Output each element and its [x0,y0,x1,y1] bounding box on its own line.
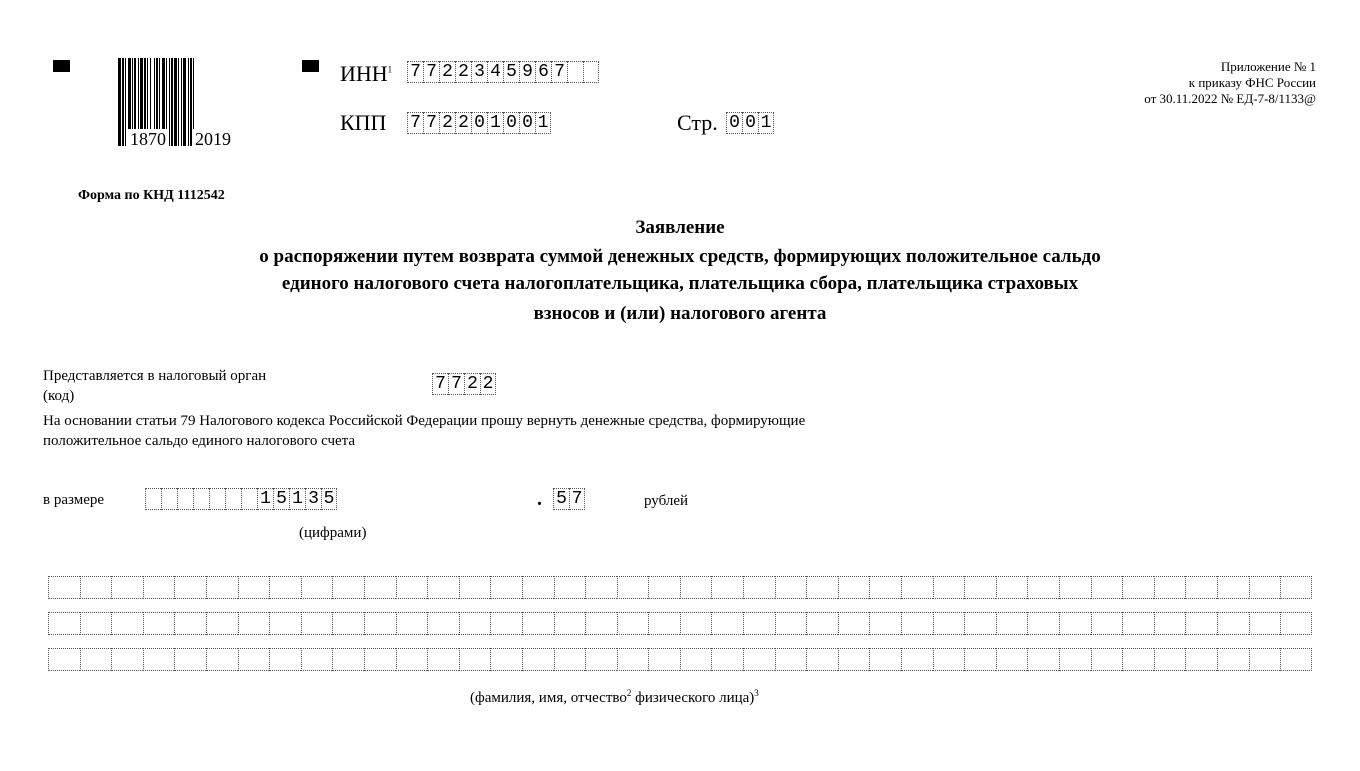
full-name-cell[interactable] [711,612,743,635]
full-name-cell[interactable] [806,612,838,635]
full-name-cell[interactable] [648,648,680,671]
inn-label [340,61,392,87]
page-digit-cell[interactable]: 0 [726,112,742,134]
barcode-bar [181,58,182,146]
full-name-cell[interactable] [427,612,459,635]
kpp-digit-cell[interactable]: 0 [519,112,535,134]
full-name-cell[interactable] [1091,612,1123,635]
full-name-cell[interactable] [364,648,396,671]
full-name-cell[interactable] [490,648,522,671]
inn-label-text: ИНН [340,61,388,86]
registration-marker-left [53,60,70,72]
amount-fraction-digit-cell[interactable]: 5 [553,488,569,510]
full-name-cell[interactable] [901,648,933,671]
full-name-cell[interactable] [1185,648,1217,671]
full-name-caption-rest: физического лица) [631,690,755,706]
full-name-cell[interactable] [522,576,554,599]
full-name-cell[interactable] [111,612,143,635]
appendix-line-2: к приказу ФНС России [1188,75,1316,90]
inn-field[interactable] [407,61,599,83]
amount-digit-cell[interactable] [241,488,257,510]
full-name-cell[interactable] [585,648,617,671]
full-name-cell[interactable] [1059,576,1091,599]
full-name-cell[interactable] [174,648,206,671]
barcode-bar [178,58,179,146]
full-name-cell[interactable] [1217,612,1249,635]
full-name-cell[interactable] [174,576,206,599]
full-name-cell[interactable] [996,576,1028,599]
full-name-cell[interactable] [1122,576,1154,599]
full-name-cell[interactable] [1122,648,1154,671]
amount-integer-field[interactable] [145,488,337,510]
amount-label: в размере [43,492,105,508]
full-name-cell[interactable] [775,648,807,671]
full-name-cell[interactable] [1249,576,1281,599]
full-name-cell[interactable] [1249,648,1281,671]
kpp-digit-cell[interactable]: 7 [407,112,423,134]
page-digit-cell[interactable]: 1 [758,112,774,134]
full-name-cell[interactable] [1027,576,1059,599]
full-name-cell[interactable] [1027,612,1059,635]
full-name-cell[interactable] [711,648,743,671]
full-name-cell[interactable] [964,612,996,635]
full-name-cell[interactable] [554,612,586,635]
inn-digit-cell[interactable]: 2 [455,61,471,83]
footnote-3: 3 [754,688,759,698]
full-name-cell[interactable] [933,612,965,635]
full-name-cell[interactable] [1154,648,1186,671]
full-name-cell[interactable] [143,648,175,671]
full-name-cell[interactable] [1217,648,1249,671]
full-name-cell[interactable] [554,576,586,599]
full-name-cell[interactable] [1249,612,1281,635]
tax-authority-code-field[interactable] [432,373,496,395]
tax-code-digit-cell[interactable]: 7 [448,373,464,395]
full-name-cell[interactable] [396,576,428,599]
inn-digit-cell[interactable]: 7 [407,61,423,83]
barcode-bar [169,58,170,146]
full-name-cell[interactable] [996,612,1028,635]
inn-digit-cell[interactable] [567,61,583,83]
document-subtitle-line-2: единого налогового счета налогоплательщика, плательщика сбора, плательщика страховых [281,273,1079,294]
barcode-bar [183,58,186,146]
full-name-cell[interactable] [1154,576,1186,599]
full-name-cell[interactable] [1185,612,1217,635]
full-name-cell[interactable] [111,648,143,671]
amount-digit-cell[interactable]: 5 [321,488,337,510]
full-name-cell[interactable] [111,576,143,599]
full-name-cell[interactable] [238,648,270,671]
barcode-bar [122,58,124,146]
full-name-cell[interactable] [206,648,238,671]
inn-digit-cell[interactable]: 4 [487,61,503,83]
full-name-cell[interactable] [174,612,206,635]
amount-digit-cell[interactable] [209,488,225,510]
kpp-label: КПП [340,110,387,135]
full-name-cell[interactable] [711,576,743,599]
full-name-cell[interactable] [680,648,712,671]
full-name-cell[interactable] [648,612,680,635]
full-name-cell[interactable] [238,612,270,635]
full-name-cell[interactable] [585,612,617,635]
full-name-row[interactable] [48,612,1312,635]
full-name-row[interactable] [48,576,1312,599]
page-label: Стр. [677,110,718,135]
full-name-cell[interactable] [996,648,1028,671]
tax-code-digit-cell[interactable]: 2 [464,373,480,395]
kpp-field[interactable] [407,112,551,134]
form-code: Форма по КНД 1112542 [78,188,225,203]
registration-marker-right [302,60,319,72]
barcode-bar [125,58,126,146]
document-title: Заявление [635,217,725,238]
tax-authority-code-caption: (код) [43,388,75,404]
full-name-cell[interactable] [743,576,775,599]
full-name-cell[interactable] [680,576,712,599]
inn-footnote: 1 [387,64,393,75]
full-name-cell[interactable] [806,648,838,671]
full-name-cell[interactable] [143,576,175,599]
full-name-cell[interactable] [1154,612,1186,635]
full-name-cell[interactable] [427,648,459,671]
basis-text-line-2: положительное сальдо единого налогового счета [43,433,356,449]
inn-digit-cell[interactable]: 6 [535,61,551,83]
full-name-cell[interactable] [490,576,522,599]
tax-code-digit-cell[interactable]: 2 [480,373,496,395]
full-name-cell[interactable] [206,612,238,635]
amount-digit-cell[interactable] [225,488,241,510]
full-name-cell[interactable] [522,612,554,635]
full-name-cell[interactable] [617,648,649,671]
full-name-cell[interactable] [48,612,80,635]
full-name-cell[interactable] [301,576,333,599]
full-name-cell[interactable] [1280,576,1312,599]
full-name-cell[interactable] [585,576,617,599]
barcode-number-left: 1870 [130,129,166,149]
full-name-cell[interactable] [80,612,112,635]
amount-digit-cell[interactable]: 1 [257,488,273,510]
kpp-digit-cell[interactable]: 1 [487,112,503,134]
barcode-bar [174,58,177,146]
full-name-cell[interactable] [806,576,838,599]
inn-digit-cell[interactable]: 2 [439,61,455,83]
kpp-digit-cell[interactable]: 0 [471,112,487,134]
full-name-cell[interactable] [680,612,712,635]
amount-digit-cell[interactable] [145,488,161,510]
full-name-cell[interactable] [901,612,933,635]
barcode-bar [188,58,189,146]
full-name-cell[interactable] [1059,612,1091,635]
page-number-field[interactable] [726,112,774,134]
full-name-cell[interactable] [933,576,965,599]
full-name-cell[interactable] [838,576,870,599]
full-name-cell[interactable] [269,612,301,635]
inn-digit-cell[interactable]: 9 [519,61,535,83]
inn-digit-cell[interactable] [583,61,599,83]
full-name-grid[interactable] [48,576,1312,684]
full-name-cell[interactable] [459,576,491,599]
full-name-cell[interactable] [80,648,112,671]
amount-fraction-digit-cell[interactable]: 7 [569,488,585,510]
full-name-caption-text: (фамилия, имя, отчество [470,690,627,706]
full-name-cell[interactable] [143,612,175,635]
barcode-bar [171,58,173,146]
full-name-cell[interactable] [1280,648,1312,671]
full-name-caption [470,690,759,707]
full-name-cell[interactable] [396,648,428,671]
basis-text-line-1: На основании статьи 79 Налогового кодекса Российской Федерации прошу вернуть денежные средства, формирующие [43,413,806,429]
full-name-cell[interactable] [648,576,680,599]
kpp-digit-cell[interactable]: 1 [535,112,551,134]
amount-digit-cell[interactable]: 5 [273,488,289,510]
full-name-cell[interactable] [269,576,301,599]
amount-decimal-separator: . [537,488,542,510]
barcode-bar [118,58,121,146]
kpp-digit-cell[interactable]: 7 [423,112,439,134]
full-name-cell[interactable] [269,648,301,671]
full-name-cell[interactable] [775,576,807,599]
full-name-cell[interactable] [301,612,333,635]
amount-digit-cell[interactable]: 1 [289,488,305,510]
full-name-cell[interactable] [1027,648,1059,671]
full-name-cell[interactable] [301,648,333,671]
tax-code-digit-cell[interactable]: 7 [432,373,448,395]
full-name-cell[interactable] [933,648,965,671]
full-name-cell[interactable] [617,612,649,635]
full-name-cell[interactable] [869,648,901,671]
full-name-cell[interactable] [775,612,807,635]
full-name-cell[interactable] [459,648,491,671]
full-name-cell[interactable] [901,576,933,599]
amount-digit-cell[interactable]: 3 [305,488,321,510]
full-name-cell[interactable] [964,576,996,599]
barcode-bar [190,58,192,146]
inn-digit-cell[interactable]: 5 [503,61,519,83]
full-name-cell[interactable] [80,576,112,599]
kpp-digit-cell[interactable]: 0 [503,112,519,134]
full-name-cell[interactable] [743,612,775,635]
amount-digit-cell[interactable] [193,488,209,510]
inn-digit-cell[interactable]: 7 [551,61,567,83]
full-name-cell[interactable] [364,612,396,635]
full-name-cell[interactable] [554,648,586,671]
appendix-reference [1144,59,1316,107]
full-name-cell[interactable] [1185,576,1217,599]
full-name-cell[interactable] [396,612,428,635]
full-name-cell[interactable] [1217,576,1249,599]
full-name-cell[interactable] [490,612,522,635]
full-name-cell[interactable] [238,576,270,599]
full-name-cell[interactable] [617,576,649,599]
full-name-cell[interactable] [1059,648,1091,671]
document-subtitle-line-1: о распоряжении путем возврата суммой денежных средств, формирующих положительное сальдо [259,246,1101,267]
full-name-cell[interactable] [48,648,80,671]
amount-digit-cell[interactable] [161,488,177,510]
amount-caption: (цифрами) [299,525,367,541]
footnote-2: 2 [626,688,632,698]
barcode-number-right: 2019 [195,129,231,149]
full-name-cell[interactable] [206,576,238,599]
amount-digit-cell[interactable] [177,488,193,510]
appendix-line-1: Приложение № 1 [1220,59,1316,74]
inn-digit-cell[interactable]: 3 [471,61,487,83]
full-name-cell[interactable] [459,612,491,635]
full-name-cell[interactable] [1091,648,1123,671]
full-name-cell[interactable] [1122,612,1154,635]
full-name-cell[interactable] [869,612,901,635]
full-name-cell[interactable] [1280,612,1312,635]
full-name-cell[interactable] [332,612,364,635]
document-subtitle-line-3: взносов и (или) налогового агента [533,303,827,324]
full-name-row[interactable] [48,648,1312,671]
tax-authority-label: Представляется в налоговый орган [43,368,267,384]
full-name-cell[interactable] [1091,576,1123,599]
full-name-cell[interactable] [427,576,459,599]
full-name-cell[interactable] [743,648,775,671]
amount-unit: рублей [644,493,689,509]
full-name-cell[interactable] [332,648,364,671]
appendix-line-3: от 30.11.2022 № ЕД-7-8/1133@ [1144,91,1316,106]
amount-fraction-field[interactable] [553,488,585,510]
full-name-cell[interactable] [964,648,996,671]
inn-digit-cell[interactable]: 7 [423,61,439,83]
page-digit-cell[interactable]: 0 [742,112,758,134]
full-name-cell[interactable] [332,576,364,599]
full-name-cell[interactable] [838,648,870,671]
full-name-cell[interactable] [48,576,80,599]
full-name-cell[interactable] [522,648,554,671]
kpp-digit-cell[interactable]: 2 [455,112,471,134]
full-name-cell[interactable] [364,576,396,599]
full-name-cell[interactable] [838,612,870,635]
kpp-digit-cell[interactable]: 2 [439,112,455,134]
full-name-cell[interactable] [869,576,901,599]
